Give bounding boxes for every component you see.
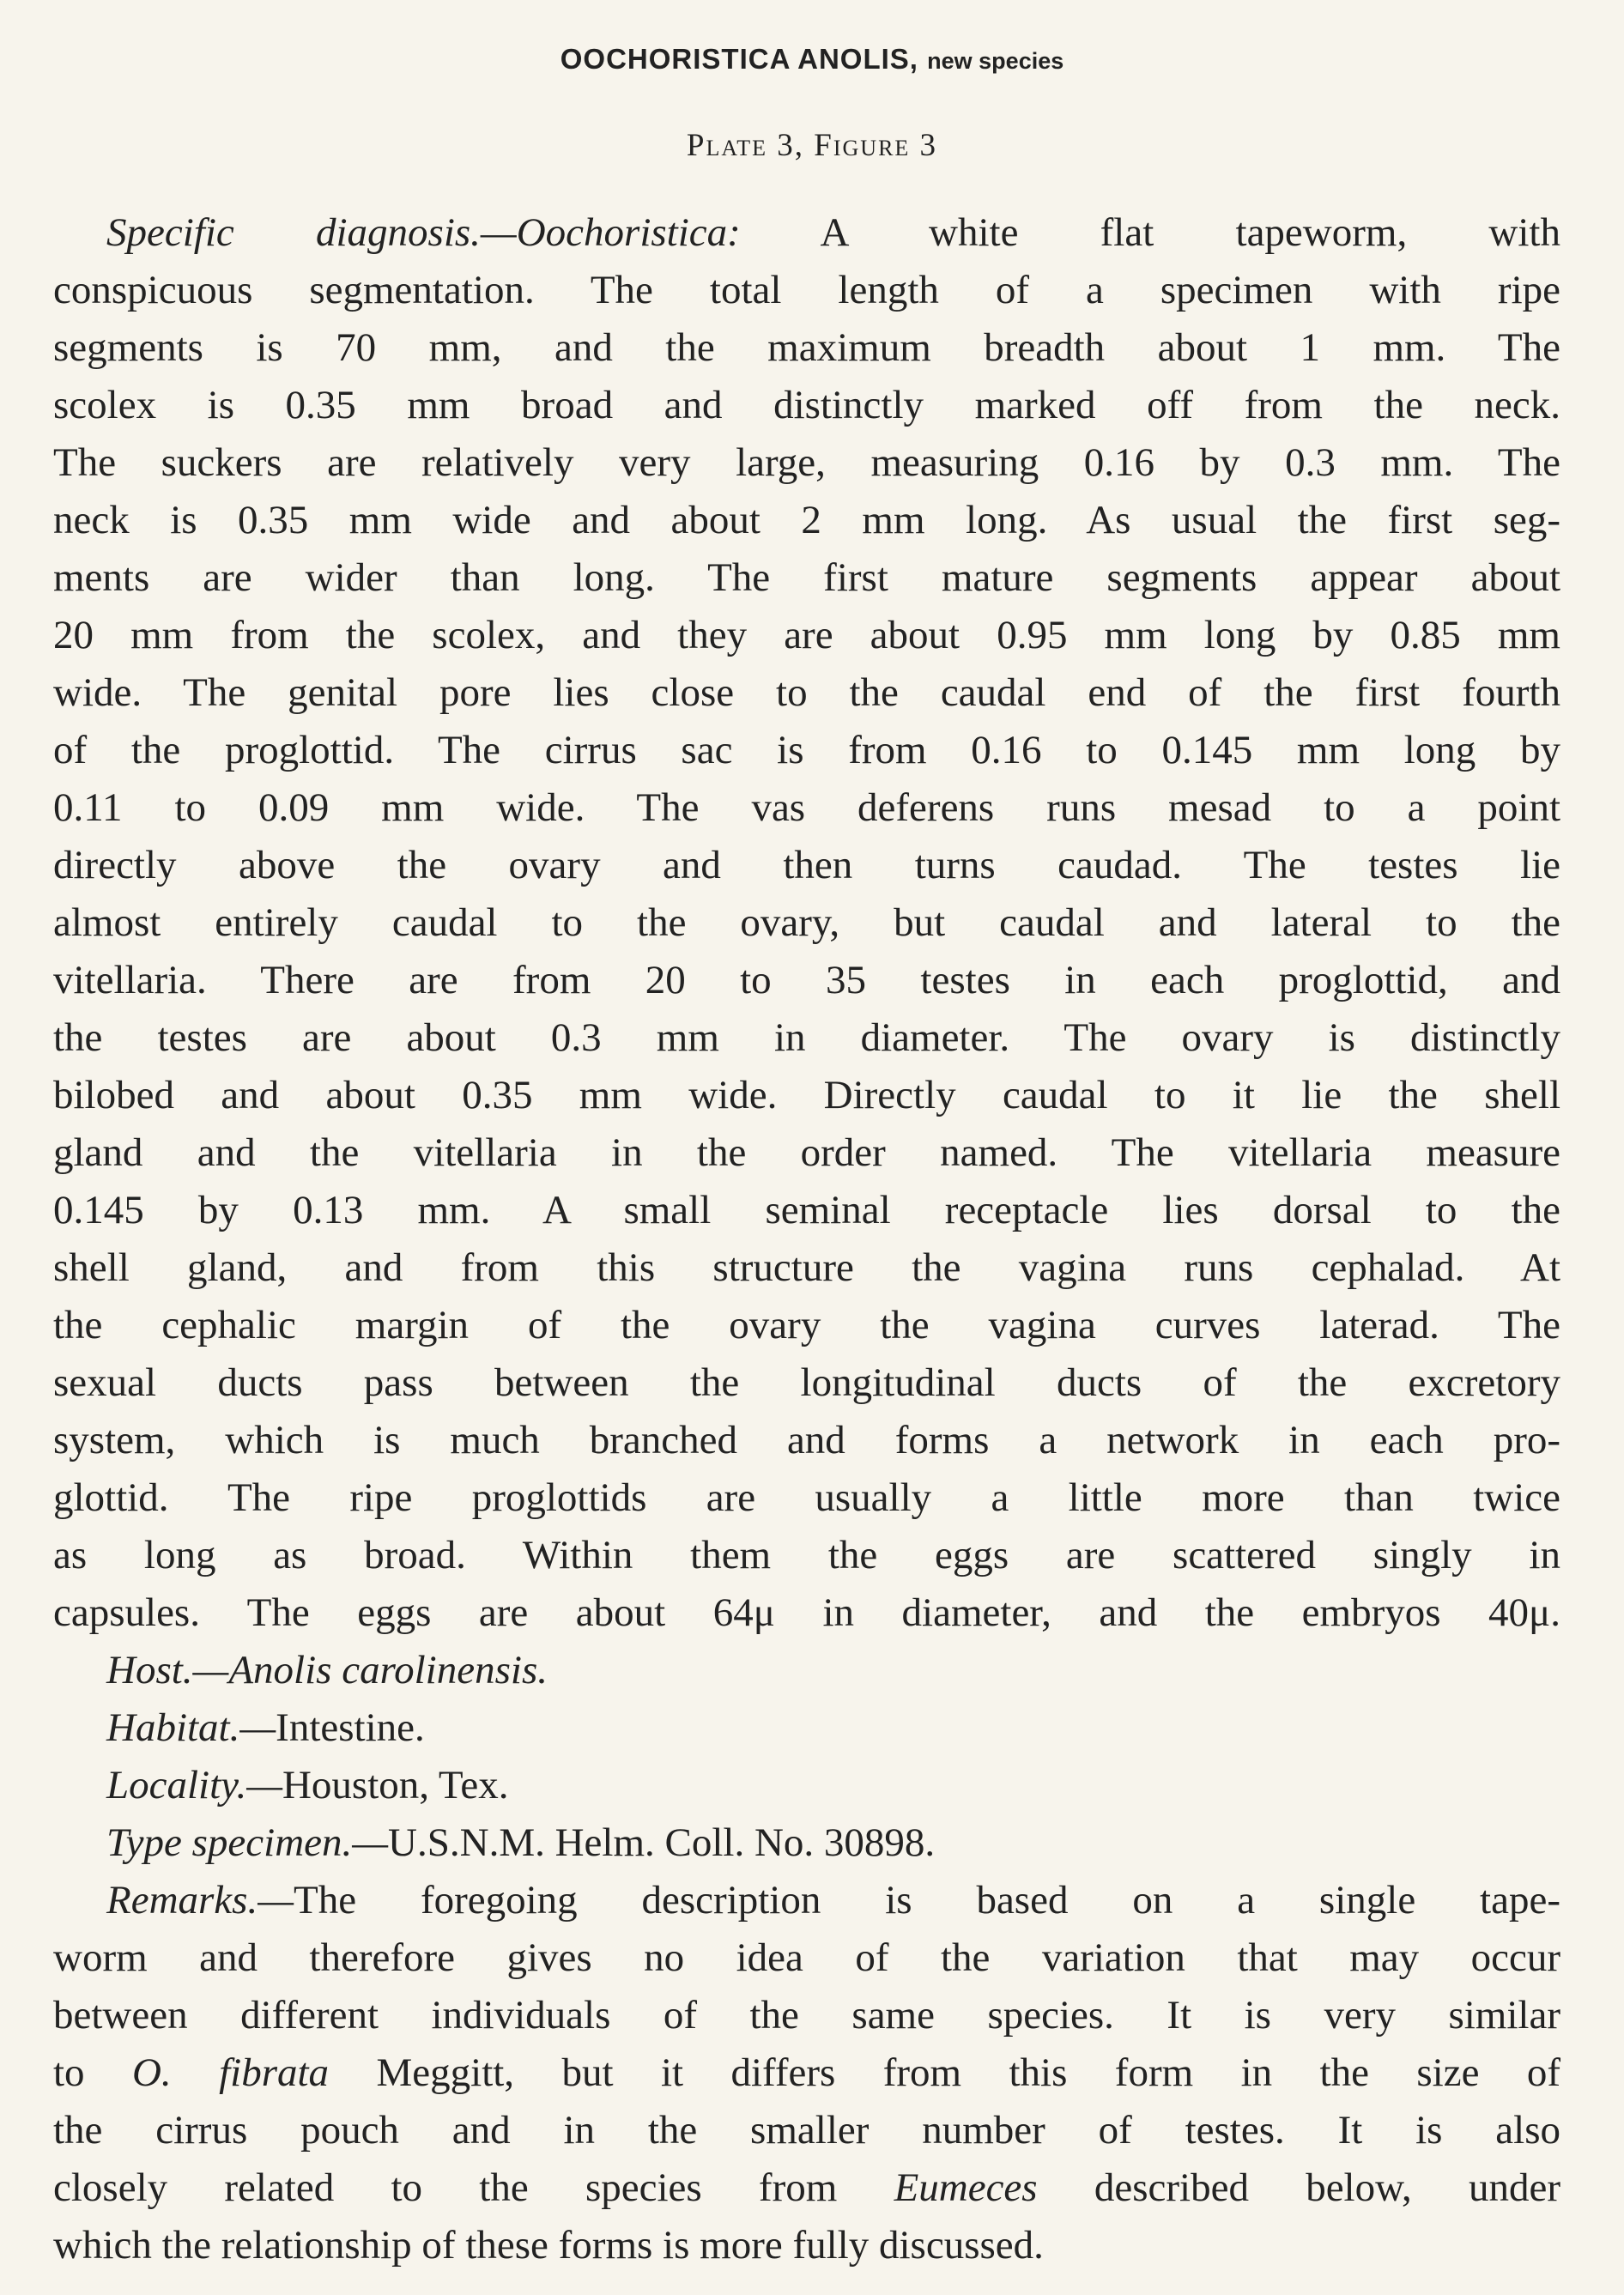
host-value: Anolis carolinensis. <box>228 1648 548 1692</box>
diagnosis-line: directly above the ovary and then turns caudad. The testes lie <box>53 843 1560 887</box>
remarks-line: Remarks.—The foregoing description is based on a single tape- <box>106 1878 1560 1923</box>
remarks-line: which the relationship of these forms is more fully discussed. <box>53 2223 1044 2268</box>
species-title <box>0 43 1624 76</box>
diagnosis-line: Specific diagnosis.—Oochoristica: A white flat tapeworm, with <box>106 210 1560 255</box>
diagnosis-line: almost entirely caudal to the ovary, but caudal and lateral to the <box>53 900 1560 945</box>
type-specimen-field <box>53 1814 1560 1872</box>
diagnosis-line: 0.145 by 0.13 mm. A small seminal receptacle lies dorsal to the <box>53 1188 1560 1232</box>
diagnosis-line: 20 mm from the scolex, and they are about 0.95 mm long by 0.85 mm <box>53 613 1560 657</box>
diagnosis-line: system, which is much branched and forms a network in each pro- <box>53 1418 1560 1462</box>
diagnosis-line: shell gland, and from this structure the vagina runs cephalad. At <box>53 1245 1560 1290</box>
body-text <box>53 204 1560 2274</box>
diagnosis-line: the testes are about 0.3 mm in diameter. The ovary is distinctly <box>53 1015 1560 1060</box>
plate-reference: Plate 3, Figure 3 <box>686 128 938 163</box>
diagnosis-line: scolex is 0.35 mm broad and distinctly marked off from the neck. <box>53 383 1560 427</box>
remarks-line: to O. fibrata Meggitt, but it differs from this form in the size of <box>53 2050 1560 2095</box>
diagnosis-line: conspicuous segmentation. The total length of a specimen with ripe <box>53 268 1560 312</box>
remarks-line: closely related to the species from Eumeces described below, under <box>53 2165 1561 2210</box>
diagnosis-line: 0.11 to 0.09 mm wide. The vas deferens runs mesad to a point <box>53 785 1560 830</box>
remarks-label: Remarks.— <box>106 1878 294 1923</box>
diagnosis-line: capsules. The eggs are about 64μ in diameter, and the embryos 40μ. <box>53 1590 1560 1635</box>
diagnosis-line: segments is 70 mm, and the maximum breadth about 1 mm. The <box>53 325 1560 370</box>
genus-name: Eumeces <box>894 2165 1038 2210</box>
remarks-line: between different individuals of the same species. It is very similar <box>53 1993 1560 2038</box>
diagnosis-label: Specific diagnosis.—Oochoristica: <box>106 210 741 255</box>
genus-name: O. fibrata <box>131 2050 330 2095</box>
type-specimen-label: Type specimen.— <box>106 1820 389 1865</box>
diagnosis-line: of the proglottid. The cirrus sac is from 0.16 to 0.145 mm long by <box>53 728 1560 772</box>
remarks-line: worm and therefore gives no idea of the variation that may occur <box>53 1935 1560 1980</box>
diagnosis-line: vitellaria. There are from 20 to 35 testes in each proglottid, and <box>53 958 1560 1002</box>
diagnosis-line: ments are wider than long. The first mature segments appear about <box>53 555 1560 600</box>
habitat-label: Habitat.— <box>106 1705 276 1750</box>
habitat-field <box>53 1699 1560 1757</box>
new-species-label: new species <box>927 48 1064 74</box>
diagnosis-line: The suckers are relatively very large, measuring 0.16 by 0.3 mm. The <box>53 440 1560 485</box>
diagnosis-line: as long as broad. Within them the eggs are scattered singly in <box>53 1533 1560 1577</box>
host-field <box>53 1642 1560 1699</box>
type-specimen-value: U.S.N.M. Helm. Coll. No. 30898. <box>388 1820 936 1865</box>
diagnosis-line: bilobed and about 0.35 mm wide. Directly caudal to it lie the shell <box>53 1073 1560 1117</box>
diagnosis-line: the cephalic margin of the ovary the vagina curves laterad. The <box>53 1303 1560 1347</box>
host-label: Host.— <box>106 1648 229 1692</box>
species-name: OOCHORISTICA ANOLIS, <box>560 43 918 75</box>
diagnosis-line: gland and the vitellaria in the order named. The vitellaria measure <box>53 1130 1560 1175</box>
diagnosis-line: sexual ducts pass between the longitudinal ducts of the excretory <box>53 1360 1560 1405</box>
diagnosis-line: glottid. The ripe proglottids are usually a little more than twice <box>53 1475 1560 1520</box>
diagnosis-line: wide. The genital pore lies close to the caudal end of the first fourth <box>53 670 1560 715</box>
locality-value: Houston, Tex. <box>282 1763 509 1808</box>
remarks-line: the cirrus pouch and in the smaller number of testes. It is also <box>53 2108 1560 2153</box>
locality-field <box>53 1757 1560 1814</box>
diagnosis-line: neck is 0.35 mm wide and about 2 mm long. As usual the first seg- <box>53 498 1560 542</box>
locality-label: Locality.— <box>106 1763 282 1808</box>
habitat-value: Intestine. <box>276 1705 425 1750</box>
